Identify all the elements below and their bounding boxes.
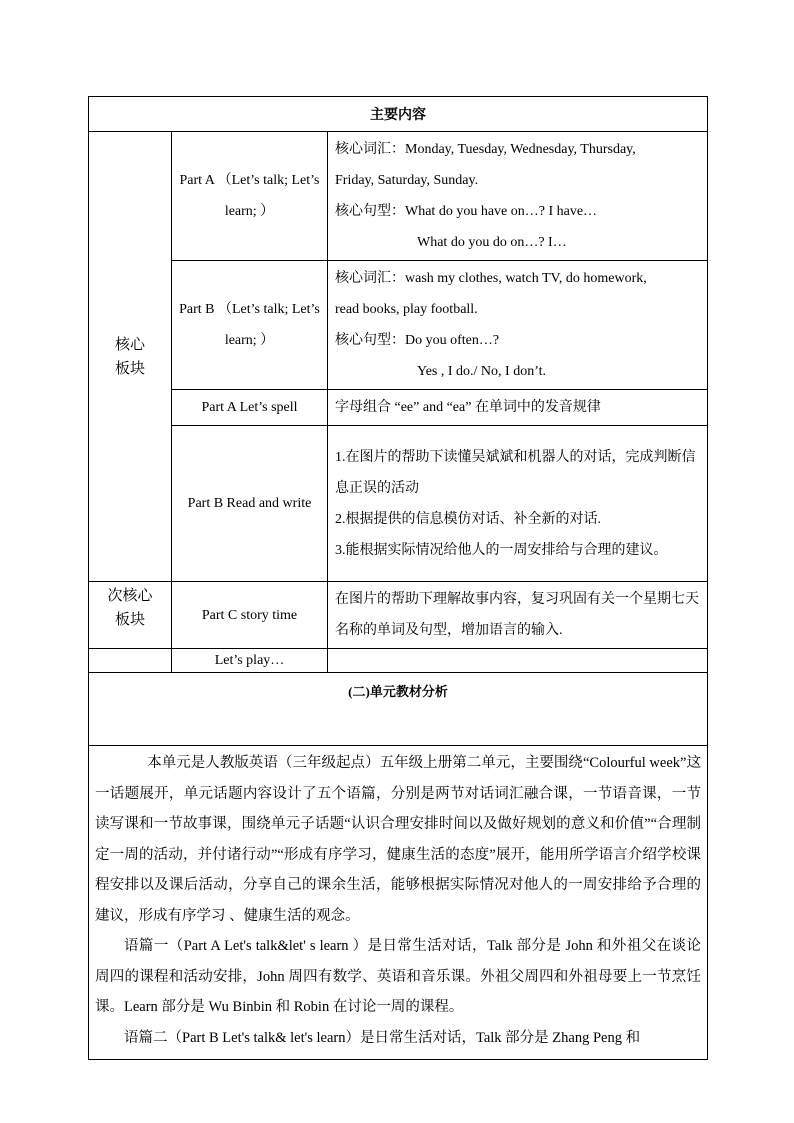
main-content-header-row — [89, 97, 708, 132]
content-line: 核心句型：Do you often…? — [335, 333, 500, 348]
analysis-paragraph: 本单元是人教版英语（三年级起点）五年级上册第二单元，主要围绕“Colourful week”这一话题展开，单元话题内容设计了五个语篇，分别是两节对话词汇融合课，一节语音课，一节读写课和一节故事课，围绕单元子话题“认识合理安排时间以及做好规划的意义和价值”“合理制定一周的活动，并付诸行动”“形成有序学习，健康生活的态度”展开，能用所学语言介绍学校课程安排以及课后活动，分享自己的课余生活，能够根据实际情况对他人的一周安排给予合理的建议，形成有序学习 、健康生活的观念。 — [95, 755, 701, 924]
analysis-paragraph: 语篇一（Part A Let's talk&let' s learn ）是日常生活对话，Talk 部分是 John 和外祖父在谈论周四的课程和活动安排，John 周四有数学、英语和音乐课。外祖父周四和外祖母要上一节烹饪课。Learn 部分是 Wu Binbin 和 Robin 在讨论一周的课程。 — [95, 938, 701, 1015]
analysis-header: (二)单元教材分析 — [89, 673, 708, 746]
content-cell — [328, 132, 708, 261]
empty-cell — [89, 649, 172, 673]
content-line: Friday, Saturday, Sunday. — [335, 173, 479, 188]
content-line: 核心词汇：Monday, Tuesday, Wednesday, Thursday, — [335, 142, 636, 157]
content-line: 字母组合 “ee” and “ea” 在单词中的发音规律 — [335, 400, 601, 415]
table-row — [89, 390, 708, 426]
content-line: Yes , I do./ No, I don’t. — [417, 364, 546, 379]
content-line: 1.在图片的帮助下读懂吴斌斌和机器人的对话，完成判断信息正误的活动 — [335, 449, 696, 496]
part-label: Part C story time — [172, 582, 328, 649]
table-row — [89, 261, 708, 390]
table-row — [89, 132, 708, 261]
content-line: 3.能根据实际情况给他人的一周安排给与合理的建议。 — [335, 542, 668, 558]
part-label: Let’s play… — [172, 649, 328, 673]
core-block-label-text: 核心 板块 — [114, 336, 145, 377]
core-block-label — [89, 132, 172, 582]
analysis-body — [89, 746, 708, 1060]
content-line: 核心句型：What do you have on…? I have… — [335, 204, 598, 219]
content-line: 核心词汇：wash my clothes, watch TV, do homework, — [335, 271, 647, 286]
part-label: Part A （Let’s talk; Let’s learn; ） — [172, 132, 328, 261]
part-label: Part A Let’s spell — [172, 390, 328, 426]
content-cell — [328, 390, 708, 426]
analysis-header-row — [89, 673, 708, 746]
content-cell — [328, 261, 708, 390]
content-line: 在图片的帮助下理解故事内容，复习巩固有关一个星期七天名称的单词及句型，增加语言的输入. — [335, 592, 699, 638]
analysis-paragraph: 语篇二（Part B Let's talk& let's learn）是日常生活对话，Talk 部分是 Zhang Peng 和 — [124, 1029, 641, 1046]
part-label: Part B Read and write — [172, 426, 328, 582]
content-cell — [328, 582, 708, 649]
unit-content-table — [88, 96, 708, 1060]
secondary-block-label-text: 次核心 板块 — [107, 588, 153, 628]
empty-cell — [328, 649, 708, 673]
table-row — [89, 649, 708, 673]
content-cell — [328, 426, 708, 582]
content-line: What do you do on…? I… — [417, 235, 567, 250]
table-row — [89, 582, 708, 649]
table-row — [89, 426, 708, 582]
main-content-header: 主要内容 — [89, 97, 708, 132]
analysis-body-row — [89, 746, 708, 1060]
part-label: Part B （Let’s talk; Let’s learn; ） — [172, 261, 328, 390]
content-line: 2.根据提供的信息模仿对话、补全新的对话. — [335, 511, 601, 527]
content-line: read books, play football. — [335, 302, 478, 317]
secondary-block-label — [89, 582, 172, 649]
